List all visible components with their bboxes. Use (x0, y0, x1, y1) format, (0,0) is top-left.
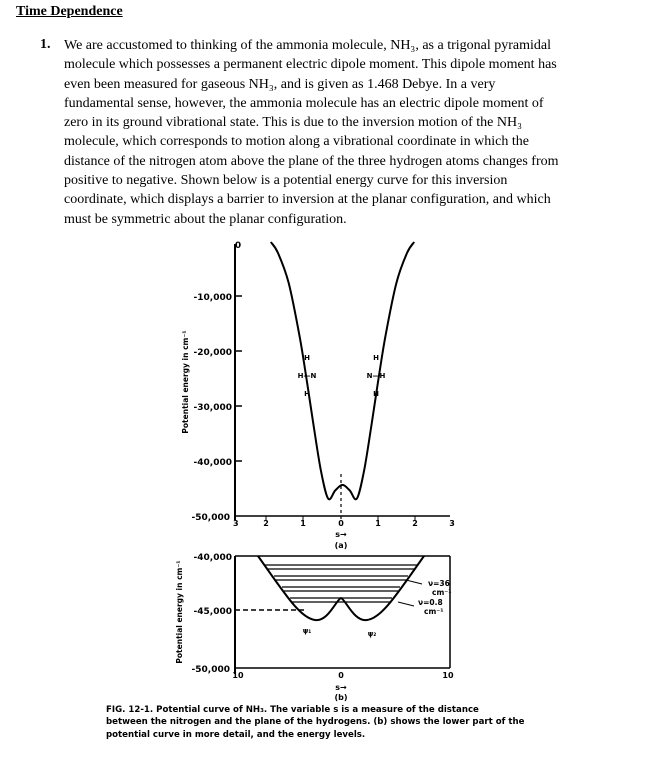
panel-a-potential-curve (271, 242, 414, 499)
panel-b-ylabel: Potential energy in cm⁻¹ (175, 560, 184, 664)
molecule-right-n: N—H (366, 372, 386, 380)
question-line: zero in its ground vibrational state. This is due to the inversion motion of the NH₃ (64, 115, 522, 131)
split-lower-label: ν=0.8 (418, 598, 443, 607)
figure-svg (110, 234, 540, 754)
figure-caption (106, 704, 542, 741)
psi-left-label: ψ₁ (302, 627, 312, 635)
molecule-left-n: H—N (297, 372, 317, 380)
panel-a-xtick-label: 1 (375, 519, 381, 528)
panel-b-xtick-label: 10 (442, 671, 454, 680)
caption-line: between the nitrogen and the plane of the hydrogens. (b) shows the lower part of the (106, 717, 525, 728)
panel-a-ytick-label: -20,000 (193, 348, 232, 358)
panel-b-panel-label: (b) (334, 693, 348, 702)
panel-b-axis-label: s→ (335, 683, 347, 692)
question-line: We are accustomed to thinking of the ammonia molecule, NH₃, as a trigonal pyramidal (64, 38, 551, 53)
panel-a-ytick-label: -40,000 (193, 458, 232, 468)
question-line: distance of the nitrogen atom above the plane of the three hydrogen atoms changes from (64, 153, 559, 169)
caption-line: FIG. 12-1. Potential curve of NH₃. The variable s is a measure of the distance (106, 705, 479, 715)
molecule-left-h-top: H (304, 354, 310, 362)
question-line: fundamental sense, however, the ammonia molecule has an electric dipole moment of (64, 95, 544, 111)
panel-a-panel-label: (a) (334, 541, 348, 550)
panel-b-xtick-label: 10 (232, 671, 244, 680)
split-upper-unit: cm⁻¹ (432, 588, 452, 597)
question-number: 1. (40, 37, 51, 52)
panel-b-ytick-label: -45,000 (193, 607, 232, 617)
section-heading: Time Dependence (16, 4, 123, 19)
caption-line: potential curve in more detail, and the energy levels. (106, 729, 366, 740)
question-line: coordinate, which displays a barrier to inversion at the planar configuration, and which (64, 192, 551, 208)
panel-a-ylabel: Potential energy in cm⁻¹ (181, 330, 190, 434)
panel-a-ytick-label: -10,000 (193, 293, 232, 303)
split-upper-label: ν=36 (428, 579, 450, 588)
question-line: even been measured for gaseous NH₃, and is given as 1.468 Debye. In a very (64, 76, 496, 92)
panel-a-xtick-label: 2 (412, 519, 418, 528)
molecule-right-h-bottom: H (373, 390, 379, 398)
panel-a-ytick-label: -50,000 (191, 513, 230, 523)
panel-b-xtick-label: 0 (338, 671, 344, 680)
panel-a-ytick-label: -30,000 (193, 403, 232, 413)
panel-b-ytick-label: -40,000 (193, 553, 232, 563)
panel-a-xtick-label: 0 (338, 519, 344, 528)
question-line: molecule, which corresponds to motion along a vibrational coordinate in which the (64, 134, 529, 150)
question-text (64, 36, 596, 229)
molecule-left-h-bottom: H (304, 390, 310, 398)
molecule-right-h-top: H (373, 354, 379, 362)
panel-a-xtick-label: 1 (300, 519, 306, 528)
panel-a-axis-label: s→ (335, 530, 347, 539)
split-lower-unit: cm⁻¹ (424, 607, 444, 616)
panel-a-xtick-label: 2 (263, 519, 269, 528)
potential-energy-figure (110, 234, 540, 754)
psi-right-label: ψ₂ (367, 630, 377, 638)
panel-a-xtick-label: 3 (233, 519, 239, 528)
question-line: must be symmetric about the planar configuration. (64, 211, 347, 227)
panel-a-ytick-label: 0 (234, 241, 242, 251)
molecule-left (298, 354, 317, 398)
question-line: molecule which possesses a permanent electric dipole moment. This dipole moment has (64, 57, 557, 73)
panel-a-xtick-label: 3 (449, 519, 455, 528)
question-line: positive to negative. Shown below is a potential energy curve for this inversion (64, 173, 508, 189)
molecule-right (367, 354, 386, 398)
panel-b-ytick-label: -50,000 (191, 665, 230, 675)
